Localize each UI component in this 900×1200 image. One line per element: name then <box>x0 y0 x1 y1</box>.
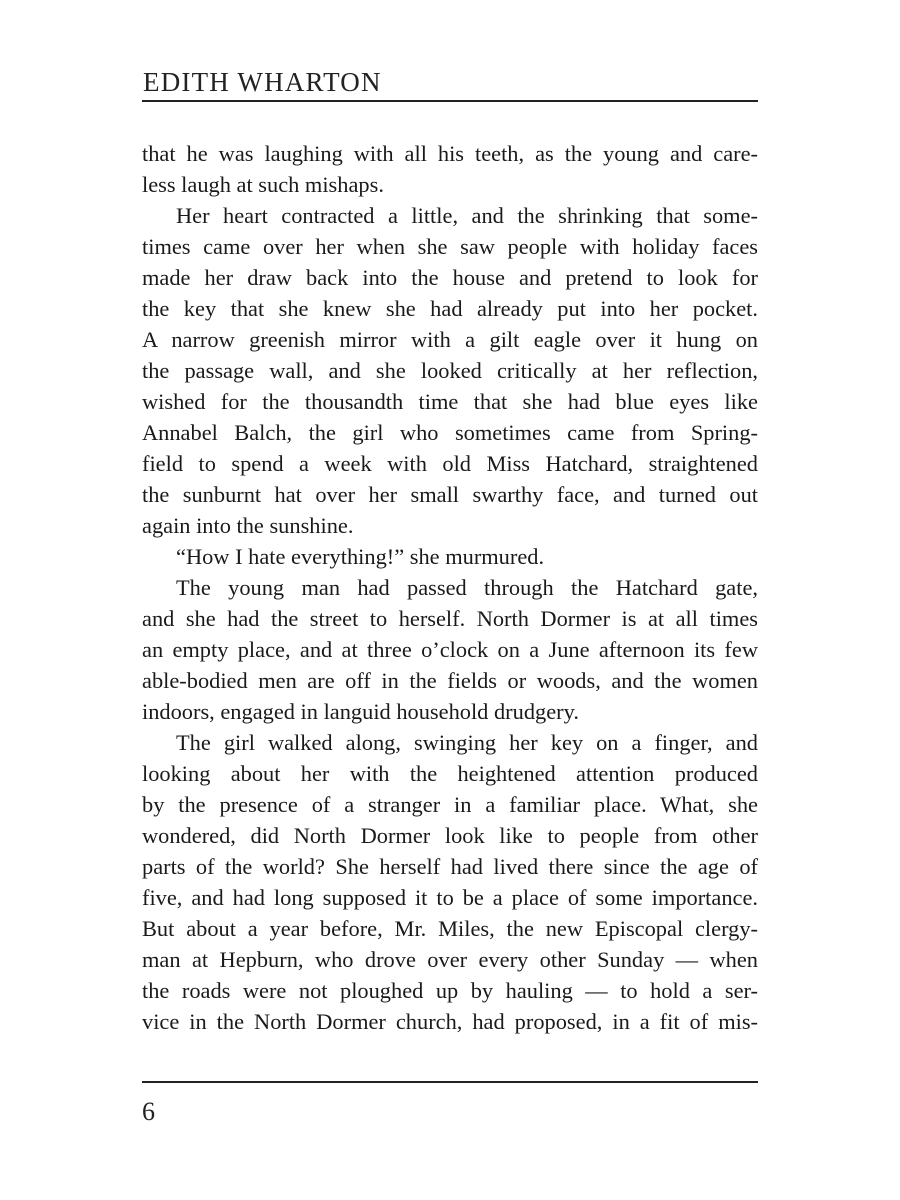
text-line: and she had the street to herself. North Dormer is at all times <box>142 606 758 631</box>
text-line: the passage wall, and she looked critically at her reflection, <box>142 358 758 383</box>
text-line: indoors, engaged in languid household drudgery. <box>142 699 579 724</box>
text-line: the key that she knew she had already put into her pocket. <box>142 296 758 321</box>
text-line: A narrow greenish mirror with a gilt eagle over it hung on <box>142 327 758 352</box>
text-line: again into the sunshine. <box>142 513 354 538</box>
header-rule <box>142 100 758 102</box>
text-line: Annabel Balch, the girl who sometimes came from Spring- <box>142 420 758 445</box>
text-line: Her heart contracted a little, and the shrinking that some- <box>176 203 758 228</box>
text-line: wondered, did North Dormer look like to people from other <box>142 823 758 848</box>
page-text <box>142 138 758 1037</box>
page-number: 6 <box>142 1097 155 1126</box>
text-line: man at Hepburn, who drove over every other Sunday — when <box>142 947 758 972</box>
text-line: parts of the world? She herself had lived there since the age of <box>142 854 758 879</box>
text-line: the sunburnt hat over her small swarthy face, and turned out <box>142 482 758 507</box>
text-line: made her draw back into the house and pretend to look for <box>142 265 758 290</box>
text-line: vice in the North Dormer church, had proposed, in a fit of mis- <box>142 1009 758 1034</box>
text-line: less laugh at such mishaps. <box>142 172 384 197</box>
text-line: looking about her with the heightened attention produced <box>142 761 758 786</box>
text-line: “How I hate everything!” she murmured. <box>176 544 545 569</box>
footer-rule <box>142 1081 758 1083</box>
text-line: five, and had long supposed it to be a place of some importance. <box>142 885 758 910</box>
text-line: that he was laughing with all his teeth, as the young and care- <box>142 141 758 166</box>
text-line: an empty place, and at three o’clock on a June afternoon its few <box>142 637 758 662</box>
running-head: EDITH WHARTON <box>143 67 382 97</box>
text-line: field to spend a week with old Miss Hatchard, straightened <box>142 451 758 476</box>
text-line: The young man had passed through the Hatchard gate, <box>176 575 758 600</box>
text-line: by the presence of a stranger in a familiar place. What, she <box>142 792 758 817</box>
text-line: But about a year before, Mr. Miles, the new Episcopal clergy- <box>142 916 758 941</box>
text-line: able-bodied men are off in the fields or woods, and the women <box>142 668 758 693</box>
text-line: the roads were not ploughed up by hauling — to hold a ser- <box>142 978 758 1003</box>
text-line: wished for the thousandth time that she had blue eyes like <box>142 389 758 414</box>
text-line: The girl walked along, swinging her key on a finger, and <box>176 730 758 755</box>
text-line: times came over her when she saw people with holiday faces <box>142 234 758 259</box>
